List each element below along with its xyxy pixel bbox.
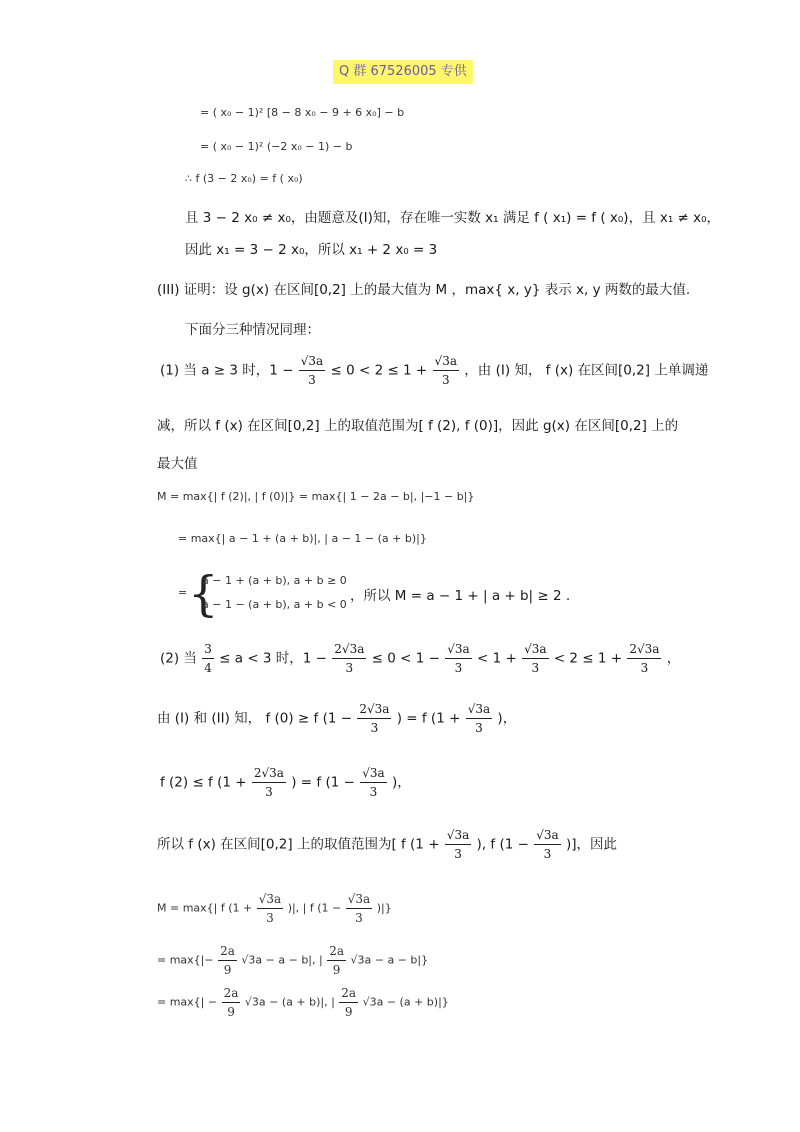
text-line-7: 下面分三种情况同理： <box>185 322 320 338</box>
case-1-part-c: ，由 (I) 知， f (x) 在区间[0,2] 上单调递 <box>464 362 709 379</box>
watermark-banner: Q 群 67526005 专供 <box>333 60 473 84</box>
fraction: $\frac{√3a}{3}$ <box>347 892 371 925</box>
case-2-line: (2) 当 $\frac{3}{4}$ ≤ a < 3 时，1 − $\frac{2√3a}{3}$ ≤ 0 < 1 − $\frac{√3a}{3}$ < 1 + $\frac{√3a}{3}$ < 2 ≤ 1 + $\frac{2√3a}{3}$ ， <box>160 642 681 675</box>
fraction: $\frac{√3a}{3}$ <box>524 642 547 675</box>
fraction: $\frac{2a}{9}$ <box>223 986 239 1019</box>
piecewise-conclusion: ，所以 M = a − 1 + | a + b| ≥ 2 . <box>350 588 571 604</box>
case-1-part-b: ≤ 0 < 2 ≤ 1 + <box>330 362 428 379</box>
max-line-11: M = max{| f (2)|, | f (0)|} = max{| 1 − 2a − b|, |−1 − b|} <box>157 490 475 503</box>
range-line: 所以 f (x) 在区间[0,2] 上的取值范围为[ f (1 + $\frac{√3a}{3}$ ), f (1 − $\frac{√3a}{3}$ )]，因此 <box>157 828 617 861</box>
fraction: $\frac{2√3a}{3}$ <box>629 642 660 675</box>
max-line-19: = max{|− $\frac{2a}{9}$ √3a − a − b|, | $\frac{2a}{9}$ √3a − a − b|} <box>157 944 429 977</box>
text-line-4: 且 3 − 2 x₀ ≠ x₀，由题意及(I)知，存在唯一实数 x₁ 满足 f ( x₁) = f ( x₀)，且 x₁ ≠ x₀， <box>185 210 721 226</box>
text-line-9: 减，所以 f (x) 在区间[0,2] 上的取值范围为[ f (2), f (0)]，因此 g(x) 在区间[0,2] 上的 <box>157 418 679 434</box>
fraction: $\frac{2√3a}{3}$ <box>359 702 390 735</box>
fraction: $\frac{2a}{9}$ <box>329 944 344 977</box>
fraction: $\frac{2a}{9}$ <box>220 944 235 977</box>
case-1-part-a: (1) 当 a ≥ 3 时，1 − <box>160 362 294 379</box>
fraction: $\frac{√3a}{3}$ <box>362 766 385 799</box>
text-line-5: 因此 x₁ = 3 − 2 x₀，所以 x₁ + 2 x₀ = 3 <box>185 242 438 258</box>
case-1-line <box>160 352 708 389</box>
fraction: $\frac{√3a}{3}$ <box>300 354 324 387</box>
fraction: $\frac{√3a}{3}$ <box>446 828 470 861</box>
equals-sign: = <box>178 586 188 599</box>
max-line-20: = max{| − $\frac{2a}{9}$ √3a − (a + b)|, | $\frac{2a}{9}$ √3a − (a + b)|} <box>157 986 449 1019</box>
piecewise-case-1: a − 1 + (a + b), a + b ≥ 0 <box>202 574 347 587</box>
case-2-line-3: f (2) ≤ f (1 + $\frac{2√3a}{3}$ ) = f (1 − $\frac{√3a}{3}$ )， <box>160 766 411 799</box>
piecewise-brace: { <box>188 566 219 622</box>
max-line-12: = max{| a − 1 + (a + b)|, | a − 1 − (a + b)|} <box>178 532 427 545</box>
derivation-line-3: ∴ f (3 − 2 x₀) = f ( x₀) <box>185 172 303 185</box>
text-line-10: 最大值 <box>157 456 198 472</box>
fraction: $\frac{√3a}{3}$ <box>434 354 457 387</box>
fraction: $\frac{2√3a}{3}$ <box>334 642 365 675</box>
derivation-line-1: = ( x₀ − 1)² [8 − 8 x₀ − 9 + 6 x₀] − b <box>200 106 405 119</box>
fraction: $\frac{2a}{9}$ <box>341 986 357 1019</box>
max-line-18: M = max{| f (1 + $\frac{√3a}{3}$ )|, | f (1 − $\frac{√3a}{3}$ )|} <box>157 892 392 925</box>
piecewise-case-2: a − 1 − (a + b), a + b < 0 <box>202 598 347 611</box>
fraction: $\frac{√3a}{3}$ <box>447 642 470 675</box>
case-2-line-2: 由 (I) 和 (II) 知， f (0) ≥ f (1 − $\frac{2√3a}{3}$ ) = f (1 + $\frac{√3a}{3}$ )， <box>157 702 517 735</box>
derivation-line-2: = ( x₀ − 1)² (−2 x₀ − 1) − b <box>200 140 353 153</box>
fraction: $\frac{2√3a}{3}$ <box>253 766 284 799</box>
fraction: $\frac{3}{4}$ <box>204 642 212 675</box>
fraction: $\frac{√3a}{3}$ <box>258 892 282 925</box>
fraction: $\frac{√3a}{3}$ <box>536 828 559 861</box>
part-iii-heading: (III) 证明：设 g(x) 在区间[0,2] 上的最大值为 M ，max{ x, y} 表示 x, y 两数的最大值. <box>157 282 691 298</box>
fraction: $\frac{√3a}{3}$ <box>467 702 491 735</box>
